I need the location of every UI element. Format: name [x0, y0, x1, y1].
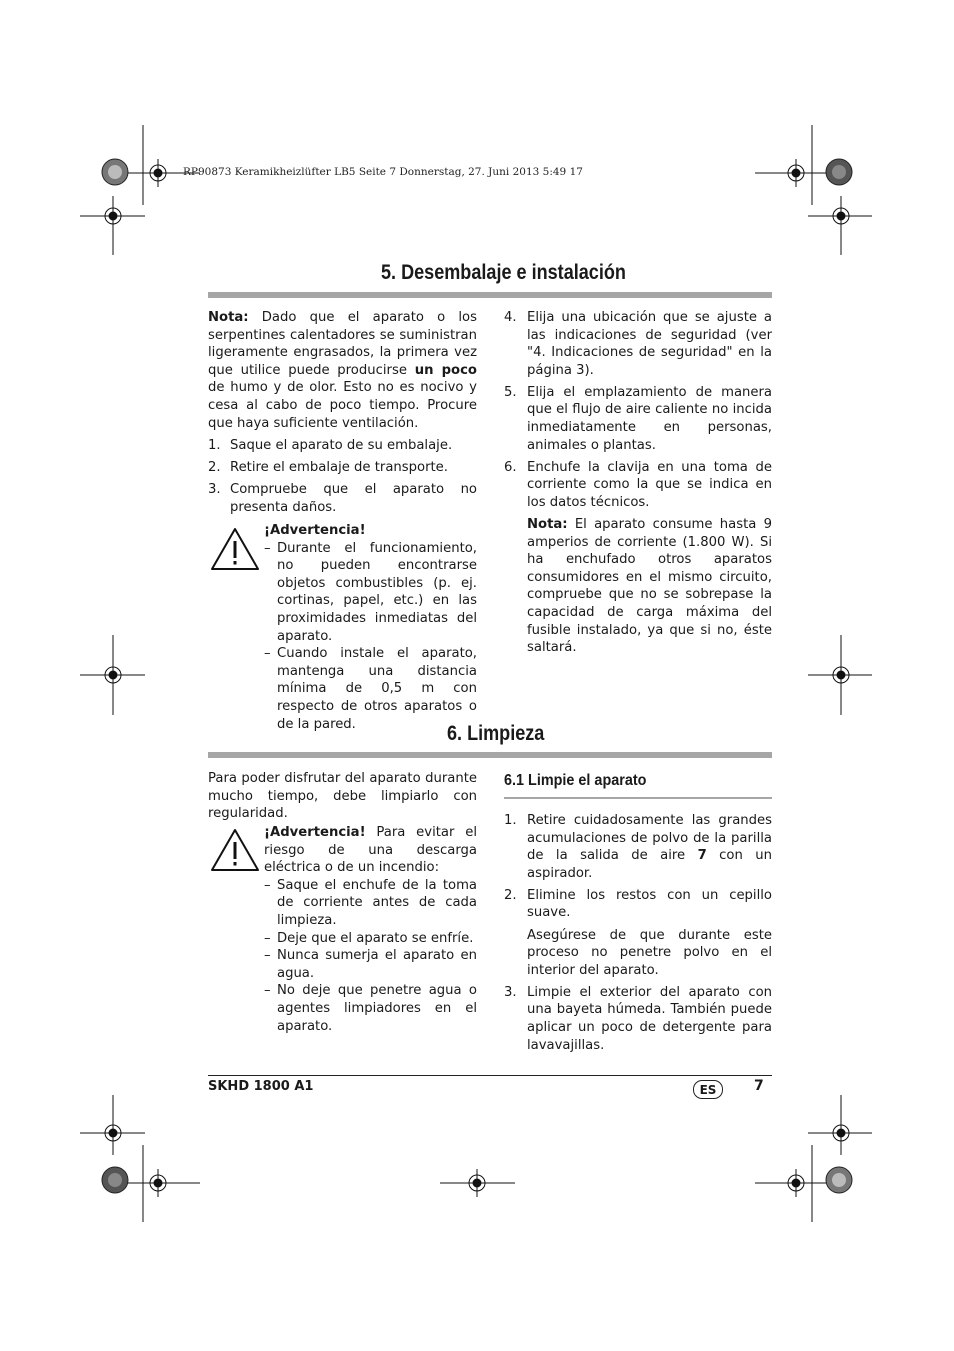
list-num: 6.: [504, 459, 517, 475]
list-num: 2.: [504, 887, 517, 903]
section-6-left-column: [208, 770, 477, 823]
list-item: [504, 459, 772, 512]
note-paragraph: [208, 309, 477, 432]
list-item: [208, 459, 477, 477]
section-5-left-column: [208, 309, 477, 517]
intro-paragraph: Para poder disfrutar del aparato durante mucho tiempo, debe limpiarlo con regularidad.: [208, 771, 477, 822]
subsection-title: 6.1 Limpie el aparato: [504, 772, 647, 789]
warning-item: – Deje que el aparato se enfríe.: [264, 930, 477, 948]
warning-paragraph: [264, 824, 477, 877]
step1-text-a: Retire cuidadosamente las grandes acumulaciones de polvo de la parilla de la salida de aire: [527, 813, 772, 864]
warning-item: – Durante el funcionamiento, no pueden encontrarse objetos combustibles (p. ej. cortinas, papel, etc.) en las proximidades inmediatas del aparato.: [264, 540, 477, 646]
language-badge: ES: [693, 1080, 723, 1099]
list-text: Compruebe que el aparato no presenta daños.: [230, 482, 477, 515]
section-6-rule: [208, 752, 772, 758]
section-6-warning: [264, 824, 477, 1035]
subsection-rule: [504, 797, 772, 799]
list-text: Saque el aparato de su embalaje.: [230, 438, 453, 454]
list-item: [208, 481, 477, 516]
section-5-rule: [208, 292, 772, 298]
list-text: Elija el emplazamiento de manera que el flujo de aire caliente no incida inmediatamente en personas, animales o plantas.: [527, 384, 772, 453]
warning-item: – Saque el enchufe de la toma de corriente antes de cada limpieza.: [264, 877, 477, 930]
step1-text-b: con un aspirador.: [527, 848, 772, 881]
list-num: 1.: [208, 438, 221, 454]
print-info: RP90873 Keramikheizlüfter LB5 Seite 7 Donnerstag, 27. Juni 2013 5:49 17: [183, 166, 583, 178]
list-text: Enchufe la clavija en una toma de corriente como la que se indica en los datos técnicos.: [527, 459, 772, 510]
warning-text: Para evitar el riesgo de una descarga eléctrica o de un incendio:: [264, 825, 477, 876]
list-item: [208, 437, 477, 455]
list-text: Elija una ubicación que se ajuste a las indicaciones de seguridad (ver "4. Indicaciones de seguridad" en la página 3).: [527, 310, 772, 378]
section-6-title: 6. Limpieza: [447, 722, 545, 745]
list-num: 3.: [504, 984, 517, 1000]
note-text-a: Dado que el aparato o los serpentines calentadores se suministran ligeramente engrasados, la primera vez que utilice puede producirse: [208, 310, 477, 378]
list-num: 2.: [208, 460, 221, 476]
warning-item: – No deje que penetre agua o agentes limpiadores en el aparato.: [264, 982, 477, 1035]
warning-label: ¡Advertencia!: [264, 523, 366, 538]
list-item: [504, 309, 772, 379]
note2-text: El aparato consume hasta 9 amperios de corriente (1.800 W). Si ha enchufado otros aparatos consumidores en el mismo circuito, compruebe que no se sobrepase la capacidad de carga máxima del fusible instalado, ya que si no, éste saltará.: [527, 517, 772, 656]
list-text: [527, 812, 772, 882]
section-5-right-column: [504, 309, 772, 657]
warning-item: – Cuando instale el aparato, mantenga una distancia mínima de 0,5 m con respecto de otros aparatos o de la pared.: [264, 645, 477, 733]
note-text-b: de humo y de olor. Esto no es nocivo y cesa al cabo de poco tiempo. Procure que haya suficiente ventilación.: [208, 380, 477, 431]
footer-model: SKHD 1800 A1: [208, 1079, 314, 1094]
note2-label: Nota:: [527, 517, 568, 533]
list-num: 4.: [504, 310, 517, 325]
list-num: 1.: [504, 813, 517, 828]
warning-triangle-icon: [210, 828, 260, 872]
list-item: [504, 887, 772, 922]
step2-extra: Asegúrese de que durante este proceso no penetre polvo en el interior del aparato.: [527, 927, 772, 978]
list-text: Retire el embalaje de transporte.: [230, 460, 448, 476]
note2-paragraph: [527, 516, 772, 657]
list-num: 3.: [208, 482, 221, 498]
warning-heading: [264, 522, 477, 540]
page-number: 7: [754, 1078, 764, 1094]
list-num: 5.: [504, 384, 517, 400]
footer-rule: [208, 1075, 772, 1076]
step1-bold: 7: [697, 848, 707, 864]
note-label: Nota:: [208, 310, 249, 325]
list-item: [504, 384, 772, 454]
section-5-warning: [264, 522, 477, 733]
list-text: Elimine los restos con un cepillo suave.: [527, 887, 772, 921]
warning-item: – Nunca sumerja el aparato en agua.: [264, 947, 477, 982]
section-6-right-column: [504, 812, 772, 1054]
list-text: Limpie el exterior del aparato con una bayeta húmeda. También puede aplicar un poco de detergente para lavavajillas.: [527, 984, 772, 1053]
note-bold: un poco: [414, 362, 477, 378]
list-item: [504, 984, 772, 1054]
list-item: [504, 812, 772, 882]
warning-label: ¡Advertencia!: [264, 825, 366, 840]
section-5-title: 5. Desembalaje e instalación: [381, 261, 626, 284]
warning-triangle-icon: [210, 527, 260, 571]
